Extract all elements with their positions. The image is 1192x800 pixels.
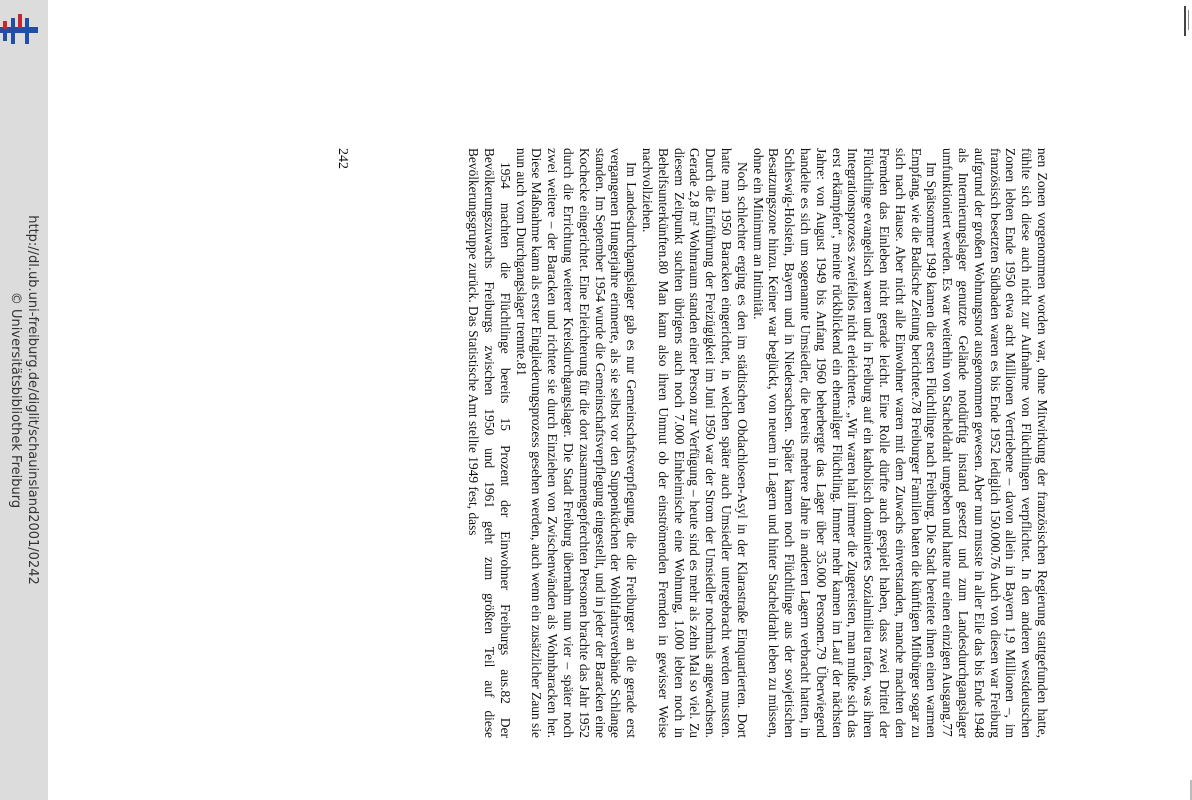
viewer-sidebar — [0, 0, 48, 800]
sidebar-citation — [7, 215, 41, 585]
document-url[interactable]: http://dl.ub.uni-freiburg.de/diglit/schauinsland2001/0242 — [25, 215, 40, 585]
paragraph: nen Zonen vorgenommen worden war, ohne Mitwirkung der französischen Regierung stattgefunden hatte, fühlte sich diese auch nicht zur Aufnahme von Flüchtlingen verpflichtet. In den anderen westdeutschen Zonen lebten Ende 1950 etwa acht Millionen Vertriebene – davon allein in Bayern 1,9 Millionen –, im französisch besetzten Südbaden waren es bis Ende 1952 lediglich 150.000.76 Auch von diesen war Freiburg aufgrund der großen Wohnungsnot ausgenommen gewesen. Aber nun musste in aller Eile das bis Ende 1948 als Internierungslager genutzte Gelände notdürftig instand gesetzt und zum Landesdurchgangslager umfunktioniert werden. Es war weiterhin von Stacheldraht umgeben und hatte nur einen einzigen Ausgang.77 — [940, 148, 1050, 738]
paragraph: Noch schlechter erging es den im städtischen Obdachlosen-Asyl in der Klarastraße Einquartierten. Dort hatte man 1950 Baracken eingerichtet, in welchen später auch Umsiedler untergebracht werden mussten. Durch die Einführung der Freizügigkeit im Juni 1950 war der Strom der Umsiedler nochmals angewachsen. Gerade 2,8 m² Wohnraum standen einer Person zur Verfügung – heute sind es mehr als zehn Mal so viel. Zu diesem Zeitpunkt suchten übrigens auch noch 7.000 Einheimische eine Wohnung, 1.000 lebten noch in Behelfsunterkünften.80 Man kann also ihren Unmut ob der einströmenden Fremden in gewisser Weise nachvollziehen. — [640, 148, 750, 738]
scan-edge-marks — [1178, 0, 1192, 800]
page-number: 242 — [335, 148, 350, 169]
copyright-notice: © Universitätsbibliothek Freiburg — [8, 291, 23, 509]
paragraph: 1954 machten die Flüchtlinge bereits 15 Prozent der Einwohner Freiburgs aus.82 Der Bevölkerungszuwachs Freiburgs zwischen 1950 und 1961 geht zum größten Teil auf diese Bevölkerungsgruppe zurück. Das Statistische Amt stellte 1949 fest, dass — [466, 148, 513, 738]
ub-freiburg-logo-icon[interactable] — [0, 12, 44, 50]
page-content — [330, 148, 1050, 738]
body-text — [466, 148, 1050, 738]
paragraph: Im Spätsommer 1949 kamen die ersten Flüchtlinge nach Freiburg. Die Stadt bereitete ihnen einen warmen Empfang, wie die Badische Zeitung berichtete.78 Freiburger Familien baten die künftigen Mitbürger sogar zu sich nach Hause. Aber nicht alle Einwohner waren mit dem Zuwachs einverstanden, manche machten den Fremden das Einleben nicht gerade leicht. Eine Rolle dürfte auch gespielt haben, dass zwei Drittel der Flüchtlinge evangelisch waren und in Freiburg auf ein katholisch dominiertes Sozialmilieu trafen, was ihren Integrationsprozess zweifellos nicht erleichterte. „Wir waren halt immer die Zugereisten, man mußte sich das erst erkämpfen“, meinte rückblickend ein ehemaliger Flüchtling. Immer mehr kamen im Lauf der nächsten Jahre: von August 1949 bis Anfang 1960 beherbergte das Lager über 35.000 Personen.79 Überwiegend handelte es sich um sogenannte Umsiedler, die bereits mehrere Jahre in anderen Lagern verbracht hatten, in Schleswig-Holstein, Bayern und in Niedersachsen. Später kamen noch Flüchtlinge aus der sowjetischen Besatzungszone hinzu. Keiner war beglückt, von neuem in Lagern und hinter Stacheldraht leben zu müssen, ohne ein Minimum an Intimität. — [750, 148, 940, 738]
paragraph: Im Landesdurchgangslager gab es nur Gemeinschaftsverpflegung, die die Freiburger an die gerade erst vergangenen Hungerjahre erinnerte, als sie selbst vor den Suppenküchen der Wohlfahrtsverbände Schlange standen. Im September 1954 wurde die Gemeinschaftsverpflegung eingestellt, und in jeder der Baracken eine Kochecke eingerichtet. Eine Erleichterung für die dort zusammengepferchten Personen brachte das Jahr 1952 durch die Errichtung weiterer Kreisdurchgangslager. Die Stadt Freiburg übernahm nun vier – später noch zwei weitere – der Baracken und richtete sie durch Einziehen von Zwischenwänden als Wohnbaracken her. Diese Maßnahme kann als erster Eingliederungsprozess gesehen werden, auch wenn ein zusätzlicher Zaun sie nun auch vom Durchgangslager trennte.81 — [513, 148, 640, 738]
